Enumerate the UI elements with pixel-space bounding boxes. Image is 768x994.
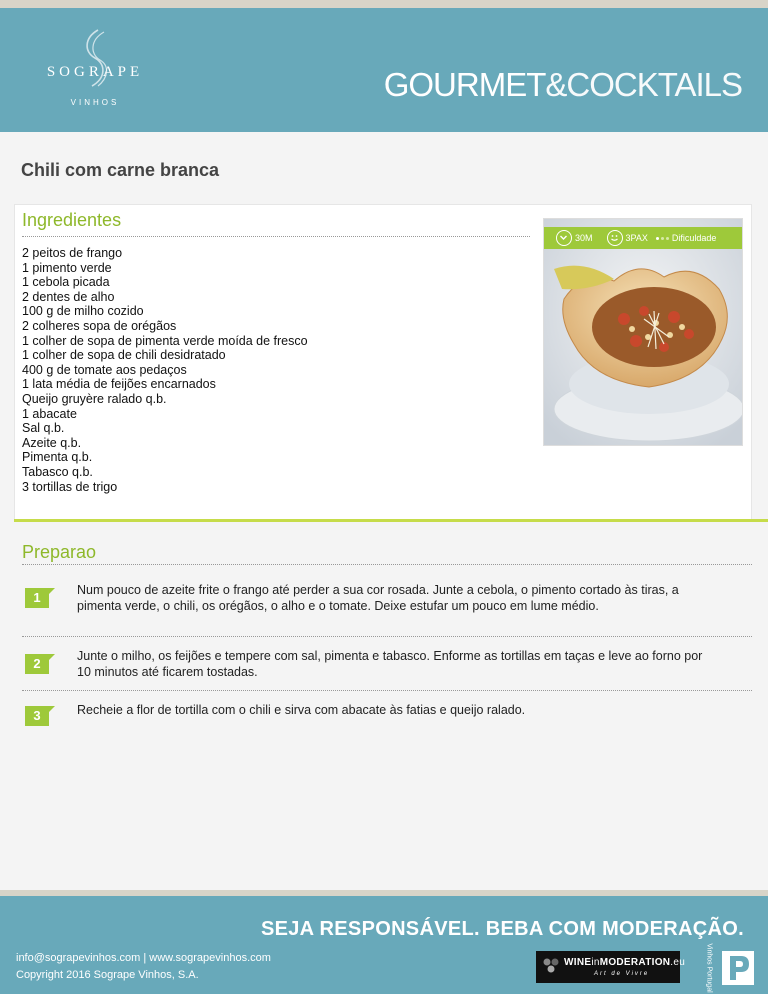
ingredient-item: 1 lata média de feijões encarnados [22,377,216,392]
preparation-divider [22,564,752,565]
step-number-badge: 1 [25,588,49,608]
ingredient-item: Pimenta q.b. [22,450,93,465]
step-number-badge: 2 [25,654,49,674]
step-divider [22,690,752,691]
ingredient-item: 1 pimento verde [22,260,112,275]
wim-title-in: in [591,957,600,968]
ingredient-item: 400 g de tomate aos pedaços [22,362,187,377]
ingredient-item: Azeite q.b. [22,435,82,450]
smiley-icon [607,230,623,246]
recipe-info-bar [544,227,742,249]
footer-contact [16,950,271,984]
wim-title [564,957,685,968]
logo-name: SOGRAPE [46,64,144,80]
ingredients-list [22,246,308,494]
difficulty-indicator [656,237,669,240]
ingredient-item: 2 peitos de frango [22,246,123,260]
wim-subtitle: Art de Vivre [594,971,650,977]
step-text: Num pouco de azeite frite o frango até perder a sua cor rosada. Junte a cebola, o pimento cortado às tiras, a pimenta verde, o chili, os orégãos, o alho e o tomate. Deixe estufar um pouco em lume médio. [77,583,679,613]
wim-grapes-icon [542,957,560,975]
step-divider [22,636,752,637]
contact-links[interactable]: info@sograpevinhos.com | www.sograpevinhos.com [16,952,271,964]
clock-icon [556,230,572,246]
vinhos-portugal-mark [692,943,714,993]
ingredient-item: 100 g de milho cozido [22,304,144,319]
wim-title-eu: .eu [670,957,686,968]
difficulty-dot [666,237,669,240]
step-number-badge: 3 [25,706,49,726]
prep-time: 30M [575,233,593,243]
copyright: Copyright 2016 Sogrape Vinhos, S.A. [16,969,199,981]
top-border [0,0,768,8]
footer-band [0,896,768,994]
brand-title-part1: GOURMET [383,66,546,103]
preparation-heading: Preparao [22,542,97,562]
portugal-p-logo-icon [722,951,754,985]
ingredients-heading: Ingredientes [22,210,122,230]
difficulty-dot [656,237,659,240]
dish-illustration [544,219,743,446]
ingredient-item: 1 colher de sopa de pimenta verde moída de fresco [22,333,308,348]
brand-title-part2: &COCKTAILS [545,66,742,103]
vertical-text: Vinhos Portugal [705,943,713,993]
wine-in-moderation-logo[interactable] [536,951,686,983]
header-band [0,8,768,132]
ingredient-item: 1 abacate [22,406,77,421]
ingredient-item: 2 colheres sopa de orégãos [22,318,177,333]
wim-title-wine: WINE [564,957,592,968]
logo-subtitle: VINHOS [70,98,120,107]
ingredient-item: 3 tortillas de trigo [22,479,118,494]
ingredients-card-accent [14,519,768,522]
footer-slogan: SEJA RESPONSÁVEL. BEBA COM MODERAÇÃO. [260,918,744,940]
ingredient-item: Queijo gruyère ralado q.b. [22,391,167,406]
recipe-photo [543,218,743,446]
ingredients-divider [22,236,530,237]
step-text: Recheie a flor de tortilla com o chili e sirva com abacate às fatias e queijo ralado. [77,703,526,717]
sogrape-logo[interactable] [30,28,160,108]
brand-title [384,66,742,104]
difficulty-dot [661,237,664,240]
difficulty-label: Dificuldade [671,233,717,243]
ingredient-item: Tabasco q.b. [22,464,93,479]
ingredient-item: 1 cebola picada [22,275,110,290]
ingredient-item: 2 dentes de alho [22,289,115,304]
step-text: Junte o milho, os feijões e tempere com sal, pimenta e tabasco. Enforme as tortillas em taças e leve ao forno por 10 minutos até ficarem tostadas. [77,649,703,679]
wim-title-moderation: MODERATION [599,957,671,968]
ingredient-item: Sal q.b. [22,421,65,436]
ingredient-item: 1 colher de sopa de chili desidratado [22,348,226,363]
servings: 3PAX [625,233,648,243]
recipe-title: Chili com carne branca [21,160,220,180]
